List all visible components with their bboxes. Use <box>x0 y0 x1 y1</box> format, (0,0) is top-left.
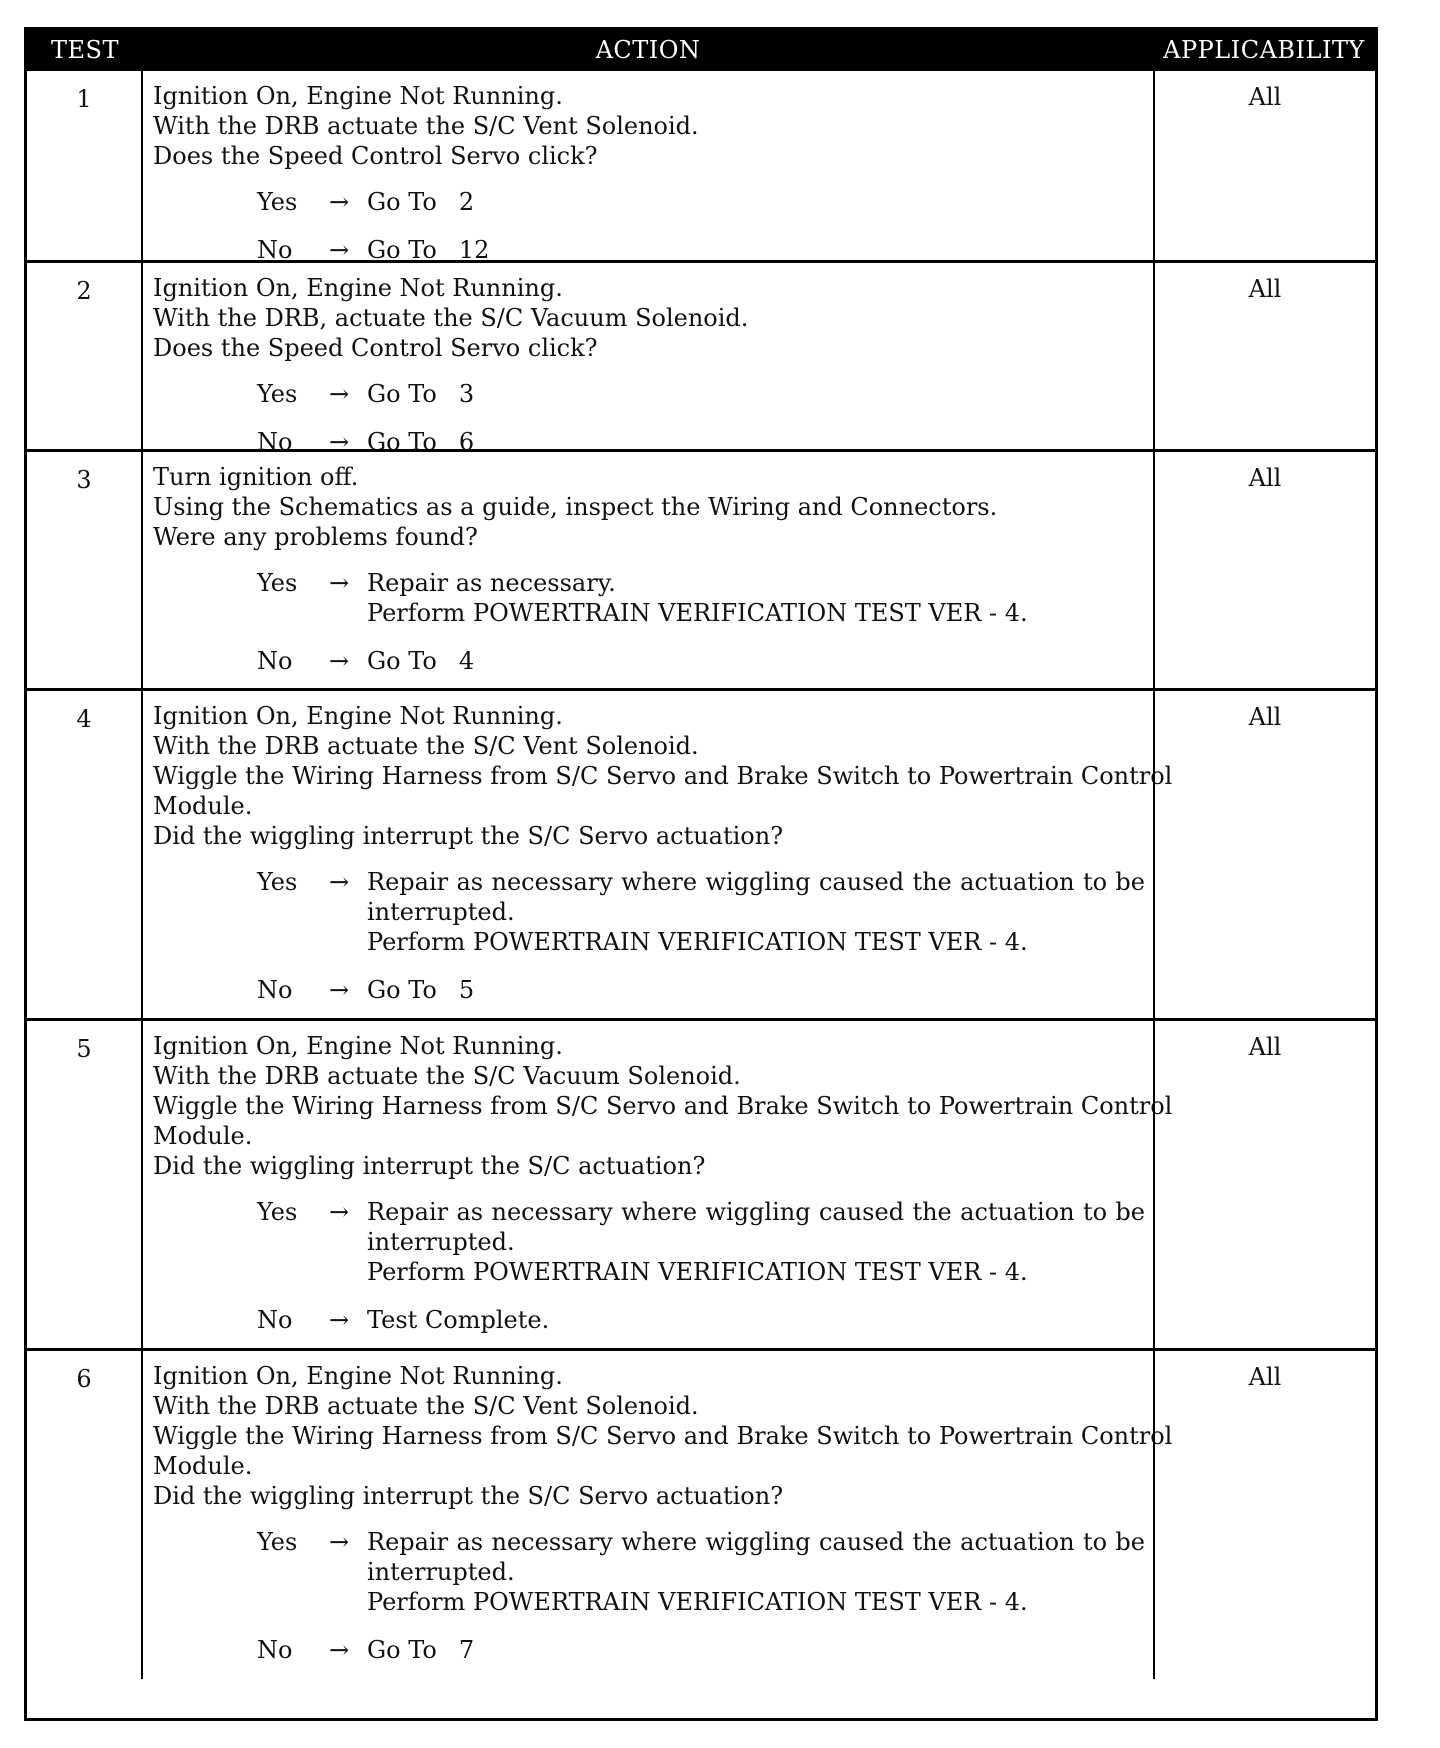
arrow-icon: → <box>328 868 350 896</box>
header-applicability: APPLICABILITY <box>1163 36 1365 64</box>
applicability: All <box>1153 691 1375 1018</box>
step-text: Using the Schematics as a guide, inspect the Wiring and Connectors. <box>153 493 998 521</box>
no-answer <box>257 1305 1145 1335</box>
goto-number: 5 <box>458 976 475 1004</box>
step-text: With the DRB actuate the S/C Vent Solenoid. <box>153 732 699 760</box>
goto-text: Go To <box>367 380 437 408</box>
action-cell <box>143 1021 1173 1348</box>
step-text: Ignition On, Engine Not Running. <box>153 1362 563 1390</box>
arrow-icon: → <box>328 1528 350 1556</box>
verification-text: Perform POWERTRAIN VERIFICATION TEST VER - 4. <box>367 1588 1028 1616</box>
goto-text: Go To <box>367 1636 437 1664</box>
goto-text: Go To <box>367 428 437 456</box>
yes-answer <box>257 1197 1145 1287</box>
step-text: Ignition On, Engine Not Running. <box>153 274 563 302</box>
step-text: Module. <box>153 1122 253 1150</box>
test-number: 5 <box>27 1021 143 1348</box>
table-row <box>27 688 1375 1018</box>
step-text: With the DRB actuate the S/C Vent Solenoid. <box>153 1392 699 1420</box>
applicability: All <box>1153 452 1375 688</box>
yes-label: Yes <box>257 188 298 216</box>
answers <box>153 187 1145 265</box>
arrow-icon: → <box>328 236 350 264</box>
arrow-icon: → <box>328 1636 350 1664</box>
repair-text: Repair as necessary where wiggling caused the actuation to be <box>367 868 1145 896</box>
arrow-icon: → <box>328 569 350 597</box>
answers <box>153 1197 1145 1335</box>
yes-label: Yes <box>257 569 298 597</box>
no-label: No <box>257 1636 293 1664</box>
goto-number: 6 <box>458 428 475 456</box>
table-row <box>27 1348 1375 1679</box>
arrow-icon: → <box>328 188 350 216</box>
yes-answer <box>257 379 1145 409</box>
no-label: No <box>257 647 293 675</box>
test-number: 1 <box>27 71 143 260</box>
step-text: Wiggle the Wiring Harness from S/C Servo and Brake Switch to Powertrain Control <box>153 1422 1173 1450</box>
repair-text: Repair as necessary where wiggling caused the actuation to be <box>367 1198 1145 1226</box>
action-cell <box>143 1351 1173 1679</box>
step-text: Did the wiggling interrupt the S/C Servo actuation? <box>153 822 784 850</box>
no-label: No <box>257 236 293 264</box>
answers <box>153 867 1145 1005</box>
step-text: Ignition On, Engine Not Running. <box>153 702 563 730</box>
goto-text: Go To <box>367 976 437 1004</box>
applicability: All <box>1153 1351 1375 1679</box>
repair-text-continued: interrupted. <box>367 898 515 926</box>
applicability: All <box>1153 1021 1375 1348</box>
step-text: Ignition On, Engine Not Running. <box>153 82 563 110</box>
table-row <box>27 260 1375 456</box>
repair-text-continued: interrupted. <box>367 1558 515 1586</box>
verification-text: Perform POWERTRAIN VERIFICATION TEST VER - 4. <box>367 599 1028 627</box>
goto-text: Go To <box>367 647 437 675</box>
yes-label: Yes <box>257 1528 298 1556</box>
arrow-icon: → <box>328 428 350 456</box>
arrow-icon: → <box>328 647 350 675</box>
goto-text: Go To <box>367 188 437 216</box>
test-complete-text: Test Complete. <box>367 1306 550 1334</box>
yes-answer <box>257 187 1145 217</box>
step-text: Ignition On, Engine Not Running. <box>153 1032 563 1060</box>
yes-label: Yes <box>257 868 298 896</box>
table-header <box>27 30 1375 71</box>
no-answer <box>257 1635 1145 1665</box>
yes-answer <box>257 568 1145 628</box>
yes-answer <box>257 867 1145 957</box>
no-label: No <box>257 976 293 1004</box>
answers <box>153 379 1145 457</box>
step-text: Module. <box>153 792 253 820</box>
table-row <box>27 1018 1375 1348</box>
goto-number: 7 <box>458 1636 475 1664</box>
arrow-icon: → <box>328 1198 350 1226</box>
step-text: Were any problems found? <box>153 523 478 551</box>
goto-number: 3 <box>458 380 475 408</box>
applicability: All <box>1153 263 1375 449</box>
step-text: Wiggle the Wiring Harness from S/C Servo and Brake Switch to Powertrain Control <box>153 762 1173 790</box>
arrow-icon: → <box>328 1306 350 1334</box>
step-text: With the DRB, actuate the S/C Vacuum Solenoid. <box>153 304 749 332</box>
table-body <box>27 71 1375 1679</box>
step-text: Wiggle the Wiring Harness from S/C Servo and Brake Switch to Powertrain Control <box>153 1092 1173 1120</box>
no-answer <box>257 646 1145 676</box>
goto-text: Go To <box>367 236 437 264</box>
no-answer <box>257 975 1145 1005</box>
no-label: No <box>257 428 293 456</box>
repair-text-continued: interrupted. <box>367 1228 515 1256</box>
goto-number: 12 <box>458 236 490 264</box>
goto-number: 2 <box>458 188 475 216</box>
test-number: 2 <box>27 263 143 449</box>
repair-text: Repair as necessary. <box>367 569 616 597</box>
test-number: 3 <box>27 452 143 688</box>
action-cell <box>143 71 1153 264</box>
step-text: Did the wiggling interrupt the S/C actuation? <box>153 1152 706 1180</box>
header-test: TEST <box>51 36 119 64</box>
answers <box>153 1527 1145 1665</box>
goto-number: 4 <box>458 647 475 675</box>
step-text: Turn ignition off. <box>153 463 359 491</box>
yes-answer <box>257 1527 1145 1617</box>
action-cell <box>143 691 1173 1018</box>
step-text: Module. <box>153 1452 253 1480</box>
repair-text: Repair as necessary where wiggling caused the actuation to be <box>367 1528 1145 1556</box>
step-text: With the DRB actuate the S/C Vacuum Solenoid. <box>153 1062 741 1090</box>
step-text: Did the wiggling interrupt the S/C Servo actuation? <box>153 1482 784 1510</box>
applicability: All <box>1153 71 1375 260</box>
diagnostic-table <box>24 27 1378 1721</box>
no-label: No <box>257 1306 293 1334</box>
arrow-icon: → <box>328 380 350 408</box>
yes-label: Yes <box>257 1198 298 1226</box>
action-cell <box>143 263 1153 456</box>
table-row <box>27 449 1375 688</box>
test-number: 6 <box>27 1351 143 1679</box>
action-cell <box>143 452 1153 688</box>
step-text: Does the Speed Control Servo click? <box>153 142 598 170</box>
table-row <box>27 71 1375 264</box>
verification-text: Perform POWERTRAIN VERIFICATION TEST VER - 4. <box>367 928 1028 956</box>
answers <box>153 568 1145 676</box>
test-number: 4 <box>27 691 143 1018</box>
step-text: Does the Speed Control Servo click? <box>153 334 598 362</box>
verification-text: Perform POWERTRAIN VERIFICATION TEST VER - 4. <box>367 1258 1028 1286</box>
header-action: ACTION <box>595 36 701 64</box>
arrow-icon: → <box>328 976 350 1004</box>
step-text: With the DRB actuate the S/C Vent Solenoid. <box>153 112 699 140</box>
yes-label: Yes <box>257 380 298 408</box>
